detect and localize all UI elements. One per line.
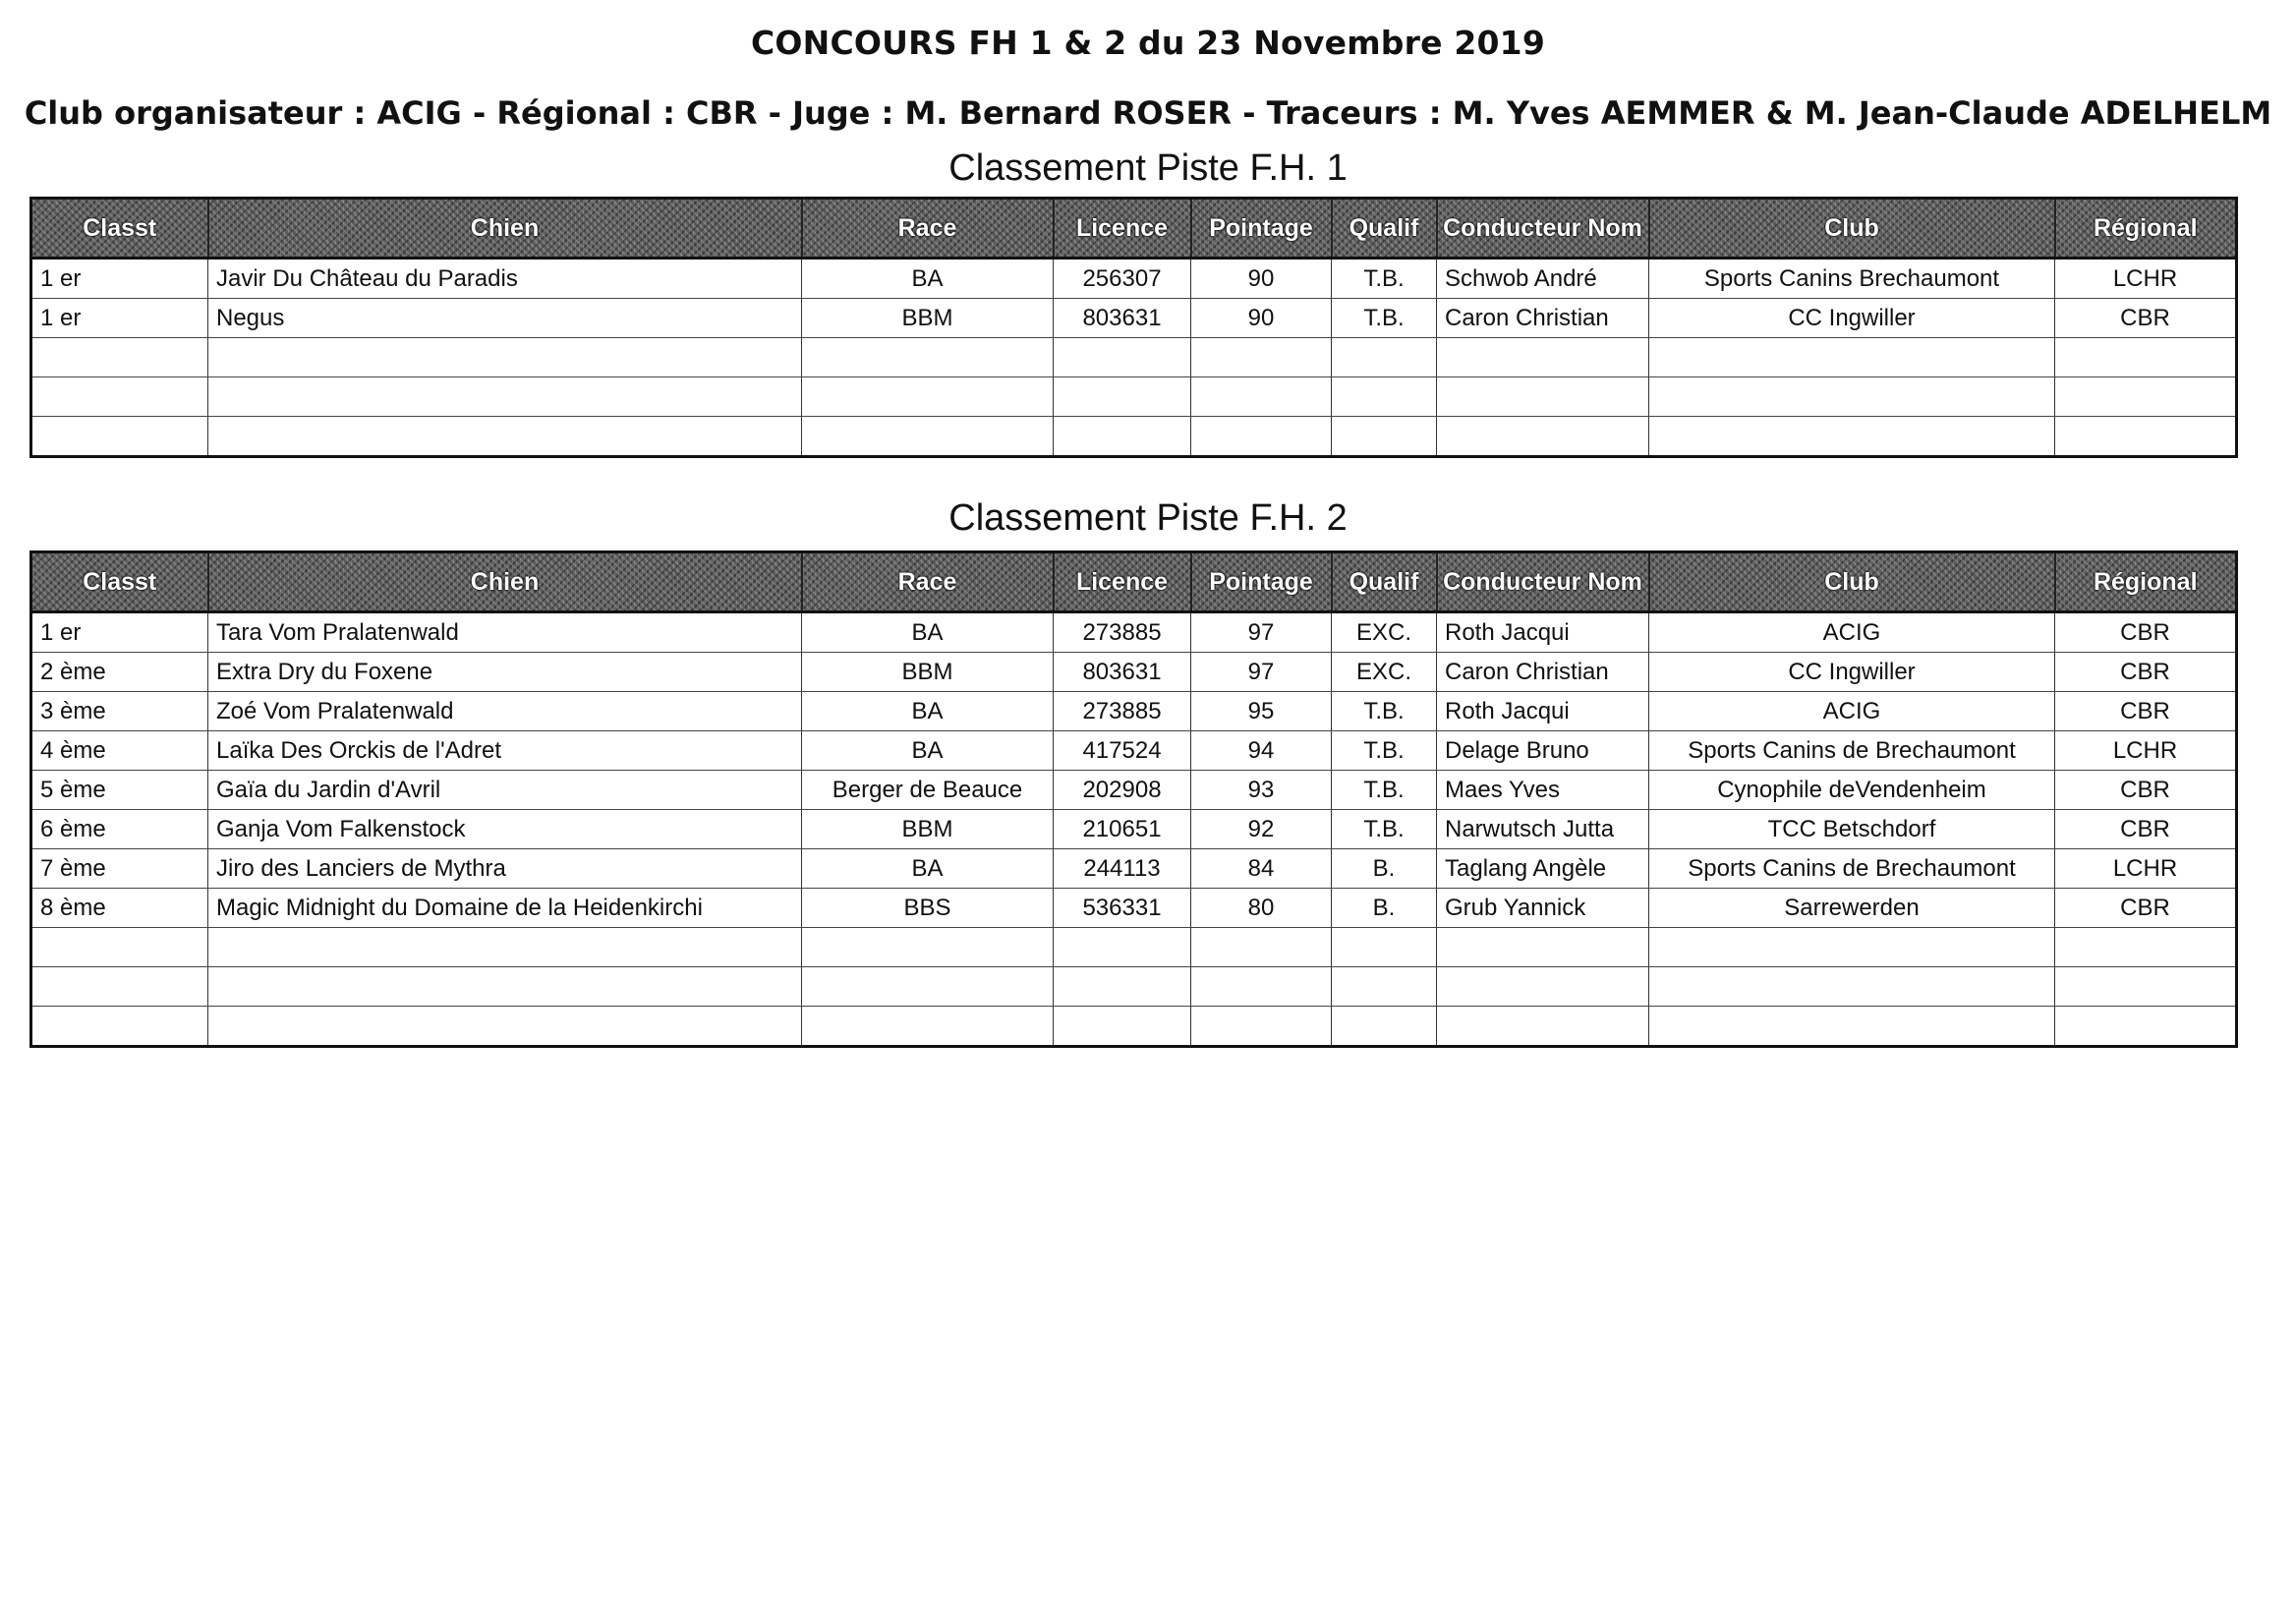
breed-cell xyxy=(802,338,1054,377)
rank-cell xyxy=(31,967,208,1007)
club-cell xyxy=(1649,967,2055,1007)
handler-cell: Narwutsch Jutta xyxy=(1437,810,1649,849)
breed-cell: BA xyxy=(802,731,1054,771)
col-club-header: Club xyxy=(1649,199,2055,259)
table-header-row xyxy=(31,199,2237,259)
regional-cell xyxy=(2055,417,2237,457)
dog-name-cell xyxy=(208,417,802,457)
fh1-section-title: Classement Piste F.H. 1 xyxy=(948,147,1348,189)
col-classt-header: Classt xyxy=(31,552,208,612)
score-cell: 92 xyxy=(1191,810,1332,849)
dog-name-cell: Tara Vom Pralatenwald xyxy=(208,612,802,653)
col-qualif-header: Qualif xyxy=(1332,552,1437,612)
col-licence-header: Licence xyxy=(1054,552,1191,612)
rank-cell: 7 ème xyxy=(31,849,208,889)
breed-cell xyxy=(802,967,1054,1007)
document-subtitle: Club organisateur : ACIG - Régional : CBR - Juge : M. Bernard ROSER - Traceurs : M. Yves AEMMER & M. Jean-Claude ADELHELM xyxy=(24,94,2272,132)
table-row xyxy=(31,338,2237,377)
breed-cell: BA xyxy=(802,849,1054,889)
club-cell: Sports Canins de Brechaumont xyxy=(1649,849,2055,889)
regional-cell: CBR xyxy=(2055,612,2237,653)
rank-cell: 6 ème xyxy=(31,810,208,849)
club-cell xyxy=(1649,417,2055,457)
handler-cell: Roth Jacqui xyxy=(1437,692,1649,731)
licence-cell xyxy=(1054,417,1191,457)
breed-cell xyxy=(802,417,1054,457)
col-chien-header: Chien xyxy=(208,552,802,612)
licence-cell xyxy=(1054,1007,1191,1047)
score-cell xyxy=(1191,417,1332,457)
regional-cell: LCHR xyxy=(2055,849,2237,889)
dog-name-cell xyxy=(208,967,802,1007)
handler-cell xyxy=(1437,928,1649,967)
dog-name-cell: Jiro des Lanciers de Mythra xyxy=(208,849,802,889)
qualification-cell xyxy=(1332,338,1437,377)
licence-cell: 202908 xyxy=(1054,771,1191,810)
qualification-cell: T.B. xyxy=(1332,771,1437,810)
rank-cell: 8 ème xyxy=(31,889,208,928)
licence-cell: 256307 xyxy=(1054,259,1191,299)
breed-cell: BBS xyxy=(802,889,1054,928)
handler-cell: Caron Christian xyxy=(1437,299,1649,338)
table-row xyxy=(31,771,2237,810)
qualification-cell: B. xyxy=(1332,849,1437,889)
qualification-cell: T.B. xyxy=(1332,731,1437,771)
rank-cell xyxy=(31,928,208,967)
regional-cell: LCHR xyxy=(2055,259,2237,299)
dog-name-cell: Zoé Vom Pralatenwald xyxy=(208,692,802,731)
regional-cell xyxy=(2055,1007,2237,1047)
score-cell: 93 xyxy=(1191,771,1332,810)
fh2-results-table xyxy=(29,550,2238,1048)
club-cell xyxy=(1649,1007,2055,1047)
rank-cell: 2 ème xyxy=(31,653,208,692)
club-cell: ACIG xyxy=(1649,692,2055,731)
regional-cell xyxy=(2055,377,2237,417)
score-cell xyxy=(1191,967,1332,1007)
rank-cell xyxy=(31,338,208,377)
club-cell xyxy=(1649,377,2055,417)
breed-cell xyxy=(802,377,1054,417)
table-row xyxy=(31,967,2237,1007)
col-regional-header: Régional xyxy=(2055,199,2237,259)
dog-name-cell xyxy=(208,928,802,967)
regional-cell: CBR xyxy=(2055,299,2237,338)
col-race-header: Race xyxy=(802,552,1054,612)
licence-cell: 210651 xyxy=(1054,810,1191,849)
score-cell: 97 xyxy=(1191,653,1332,692)
breed-cell: BA xyxy=(802,692,1054,731)
regional-cell xyxy=(2055,967,2237,1007)
col-conducteur-header: Conducteur Nom xyxy=(1437,552,1649,612)
col-regional-header: Régional xyxy=(2055,552,2237,612)
club-cell xyxy=(1649,928,2055,967)
licence-cell: 803631 xyxy=(1054,653,1191,692)
qualification-cell xyxy=(1332,377,1437,417)
table-row xyxy=(31,810,2237,849)
table-row xyxy=(31,612,2237,653)
breed-cell xyxy=(802,928,1054,967)
table-row xyxy=(31,377,2237,417)
breed-cell: BBM xyxy=(802,653,1054,692)
regional-cell: CBR xyxy=(2055,653,2237,692)
regional-cell: CBR xyxy=(2055,889,2237,928)
table-row xyxy=(31,849,2237,889)
regional-cell xyxy=(2055,928,2237,967)
score-cell: 97 xyxy=(1191,612,1332,653)
licence-cell: 536331 xyxy=(1054,889,1191,928)
qualification-cell xyxy=(1332,417,1437,457)
breed-cell: BA xyxy=(802,259,1054,299)
licence-cell xyxy=(1054,967,1191,1007)
dog-name-cell xyxy=(208,377,802,417)
rank-cell: 1 er xyxy=(31,259,208,299)
club-cell: TCC Betschdorf xyxy=(1649,810,2055,849)
table-row xyxy=(31,653,2237,692)
breed-cell: BBM xyxy=(802,810,1054,849)
regional-cell: CBR xyxy=(2055,692,2237,731)
score-cell: 84 xyxy=(1191,849,1332,889)
club-cell xyxy=(1649,338,2055,377)
qualification-cell: EXC. xyxy=(1332,612,1437,653)
fh2-section-title: Classement Piste F.H. 2 xyxy=(948,497,1348,539)
col-pointage-header: Pointage xyxy=(1191,552,1332,612)
regional-cell: LCHR xyxy=(2055,731,2237,771)
dog-name-cell: Ganja Vom Falkenstock xyxy=(208,810,802,849)
col-classt-header: Classt xyxy=(31,199,208,259)
club-cell: Cynophile deVendenheim xyxy=(1649,771,2055,810)
club-cell: Sports Canins Brechaumont xyxy=(1649,259,2055,299)
qualification-cell xyxy=(1332,1007,1437,1047)
handler-cell: Grub Yannick xyxy=(1437,889,1649,928)
rank-cell: 1 er xyxy=(31,612,208,653)
dog-name-cell xyxy=(208,338,802,377)
breed-cell: BBM xyxy=(802,299,1054,338)
dog-name-cell: Gaïa du Jardin d'Avril xyxy=(208,771,802,810)
licence-cell: 803631 xyxy=(1054,299,1191,338)
licence-cell: 273885 xyxy=(1054,612,1191,653)
qualification-cell: B. xyxy=(1332,889,1437,928)
qualification-cell xyxy=(1332,967,1437,1007)
col-chien-header: Chien xyxy=(208,199,802,259)
licence-cell: 273885 xyxy=(1054,692,1191,731)
rank-cell: 3 ème xyxy=(31,692,208,731)
handler-cell: Taglang Angèle xyxy=(1437,849,1649,889)
score-cell xyxy=(1191,377,1332,417)
rank-cell xyxy=(31,1007,208,1047)
table-header-row xyxy=(31,552,2237,612)
handler-cell: Caron Christian xyxy=(1437,653,1649,692)
col-conducteur-header: Conducteur Nom xyxy=(1437,199,1649,259)
breed-cell xyxy=(802,1007,1054,1047)
handler-cell: Roth Jacqui xyxy=(1437,612,1649,653)
table-row xyxy=(31,299,2237,338)
handler-cell xyxy=(1437,417,1649,457)
rank-cell: 1 er xyxy=(31,299,208,338)
club-cell: CC Ingwiller xyxy=(1649,299,2055,338)
score-cell: 94 xyxy=(1191,731,1332,771)
dog-name-cell xyxy=(208,1007,802,1047)
qualification-cell: T.B. xyxy=(1332,259,1437,299)
handler-cell: Delage Bruno xyxy=(1437,731,1649,771)
handler-cell xyxy=(1437,1007,1649,1047)
licence-cell: 244113 xyxy=(1054,849,1191,889)
score-cell: 90 xyxy=(1191,259,1332,299)
club-cell: Sarrewerden xyxy=(1649,889,2055,928)
club-cell: Sports Canins de Brechaumont xyxy=(1649,731,2055,771)
table-row xyxy=(31,1007,2237,1047)
score-cell: 90 xyxy=(1191,299,1332,338)
table-row xyxy=(31,928,2237,967)
col-licence-header: Licence xyxy=(1054,199,1191,259)
score-cell xyxy=(1191,338,1332,377)
handler-cell xyxy=(1437,967,1649,1007)
score-cell: 80 xyxy=(1191,889,1332,928)
rank-cell xyxy=(31,377,208,417)
dog-name-cell: Negus xyxy=(208,299,802,338)
club-cell: CC Ingwiller xyxy=(1649,653,2055,692)
qualification-cell: T.B. xyxy=(1332,299,1437,338)
regional-cell xyxy=(2055,338,2237,377)
table-row xyxy=(31,692,2237,731)
regional-cell: CBR xyxy=(2055,771,2237,810)
rank-cell: 4 ème xyxy=(31,731,208,771)
club-cell: ACIG xyxy=(1649,612,2055,653)
table-row xyxy=(31,889,2237,928)
qualification-cell: EXC. xyxy=(1332,653,1437,692)
handler-cell: Schwob André xyxy=(1437,259,1649,299)
qualification-cell xyxy=(1332,928,1437,967)
handler-cell xyxy=(1437,338,1649,377)
table-row xyxy=(31,259,2237,299)
document-title: CONCOURS FH 1 & 2 du 23 Novembre 2019 xyxy=(750,24,1546,62)
score-cell xyxy=(1191,1007,1332,1047)
dog-name-cell: Javir Du Château du Paradis xyxy=(208,259,802,299)
handler-cell: Maes Yves xyxy=(1437,771,1649,810)
score-cell xyxy=(1191,928,1332,967)
licence-cell xyxy=(1054,338,1191,377)
table-row xyxy=(31,731,2237,771)
qualification-cell: T.B. xyxy=(1332,810,1437,849)
regional-cell: CBR xyxy=(2055,810,2237,849)
score-cell: 95 xyxy=(1191,692,1332,731)
licence-cell xyxy=(1054,928,1191,967)
table-row xyxy=(31,417,2237,457)
licence-cell xyxy=(1054,377,1191,417)
dog-name-cell: Laïka Des Orckis de l'Adret xyxy=(208,731,802,771)
rank-cell: 5 ème xyxy=(31,771,208,810)
rank-cell xyxy=(31,417,208,457)
qualification-cell: T.B. xyxy=(1332,692,1437,731)
licence-cell: 417524 xyxy=(1054,731,1191,771)
dog-name-cell: Magic Midnight du Domaine de la Heidenkirchi xyxy=(208,889,802,928)
breed-cell: Berger de Beauce xyxy=(802,771,1054,810)
col-club-header: Club xyxy=(1649,552,2055,612)
col-qualif-header: Qualif xyxy=(1332,199,1437,259)
breed-cell: BA xyxy=(802,612,1054,653)
handler-cell xyxy=(1437,377,1649,417)
col-race-header: Race xyxy=(802,199,1054,259)
col-pointage-header: Pointage xyxy=(1191,199,1332,259)
dog-name-cell: Extra Dry du Foxene xyxy=(208,653,802,692)
fh1-results-table xyxy=(29,197,2238,458)
